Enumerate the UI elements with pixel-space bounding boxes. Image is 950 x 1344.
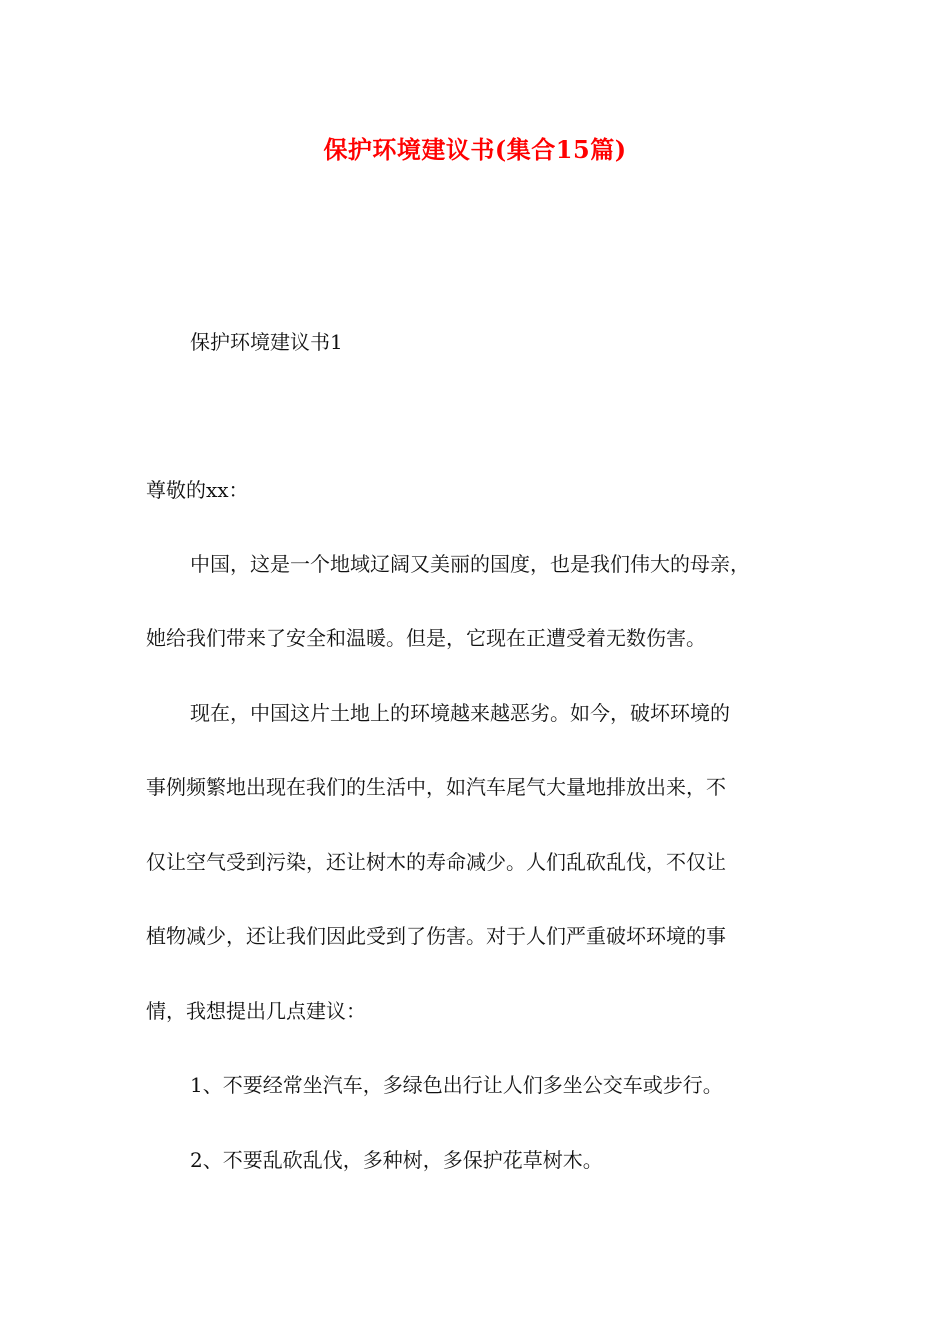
paragraph-line: 中国，这是一个地域辽阔又美丽的国度，也是我们伟大的母亲， <box>190 552 750 576</box>
paragraph-line: 仅让空气受到污染，还让树木的寿命减少。人们乱砍乱伐，不仅让 <box>146 850 726 874</box>
paragraph-line: 事例频繁地出现在我们的生活中，如汽车尾气大量地排放出来，不 <box>146 775 726 799</box>
section-heading: 保护环境建议书1 <box>190 330 343 354</box>
suggestion-item: 1、不要经常坐汽车，多绿色出行让人们多坐公交车或步行。 <box>190 1073 723 1097</box>
document-title: 保护环境建议书(集合15篇) <box>323 135 627 164</box>
paragraph-line: 现在，中国这片土地上的环境越来越恶劣。如今，破坏环境的 <box>190 701 730 725</box>
suggestion-item: 2、不要乱砍乱伐，多种树，多保护花草树木。 <box>190 1148 603 1172</box>
paragraph-line: 她给我们带来了安全和温暖。但是，它现在正遭受着无数伤害。 <box>146 626 706 650</box>
paragraph-line: 情，我想提出几点建议： <box>146 999 366 1023</box>
paragraph-line: 植物减少，还让我们因此受到了伤害。对于人们严重破坏环境的事 <box>146 924 726 948</box>
salutation: 尊敬的xx： <box>146 478 249 502</box>
